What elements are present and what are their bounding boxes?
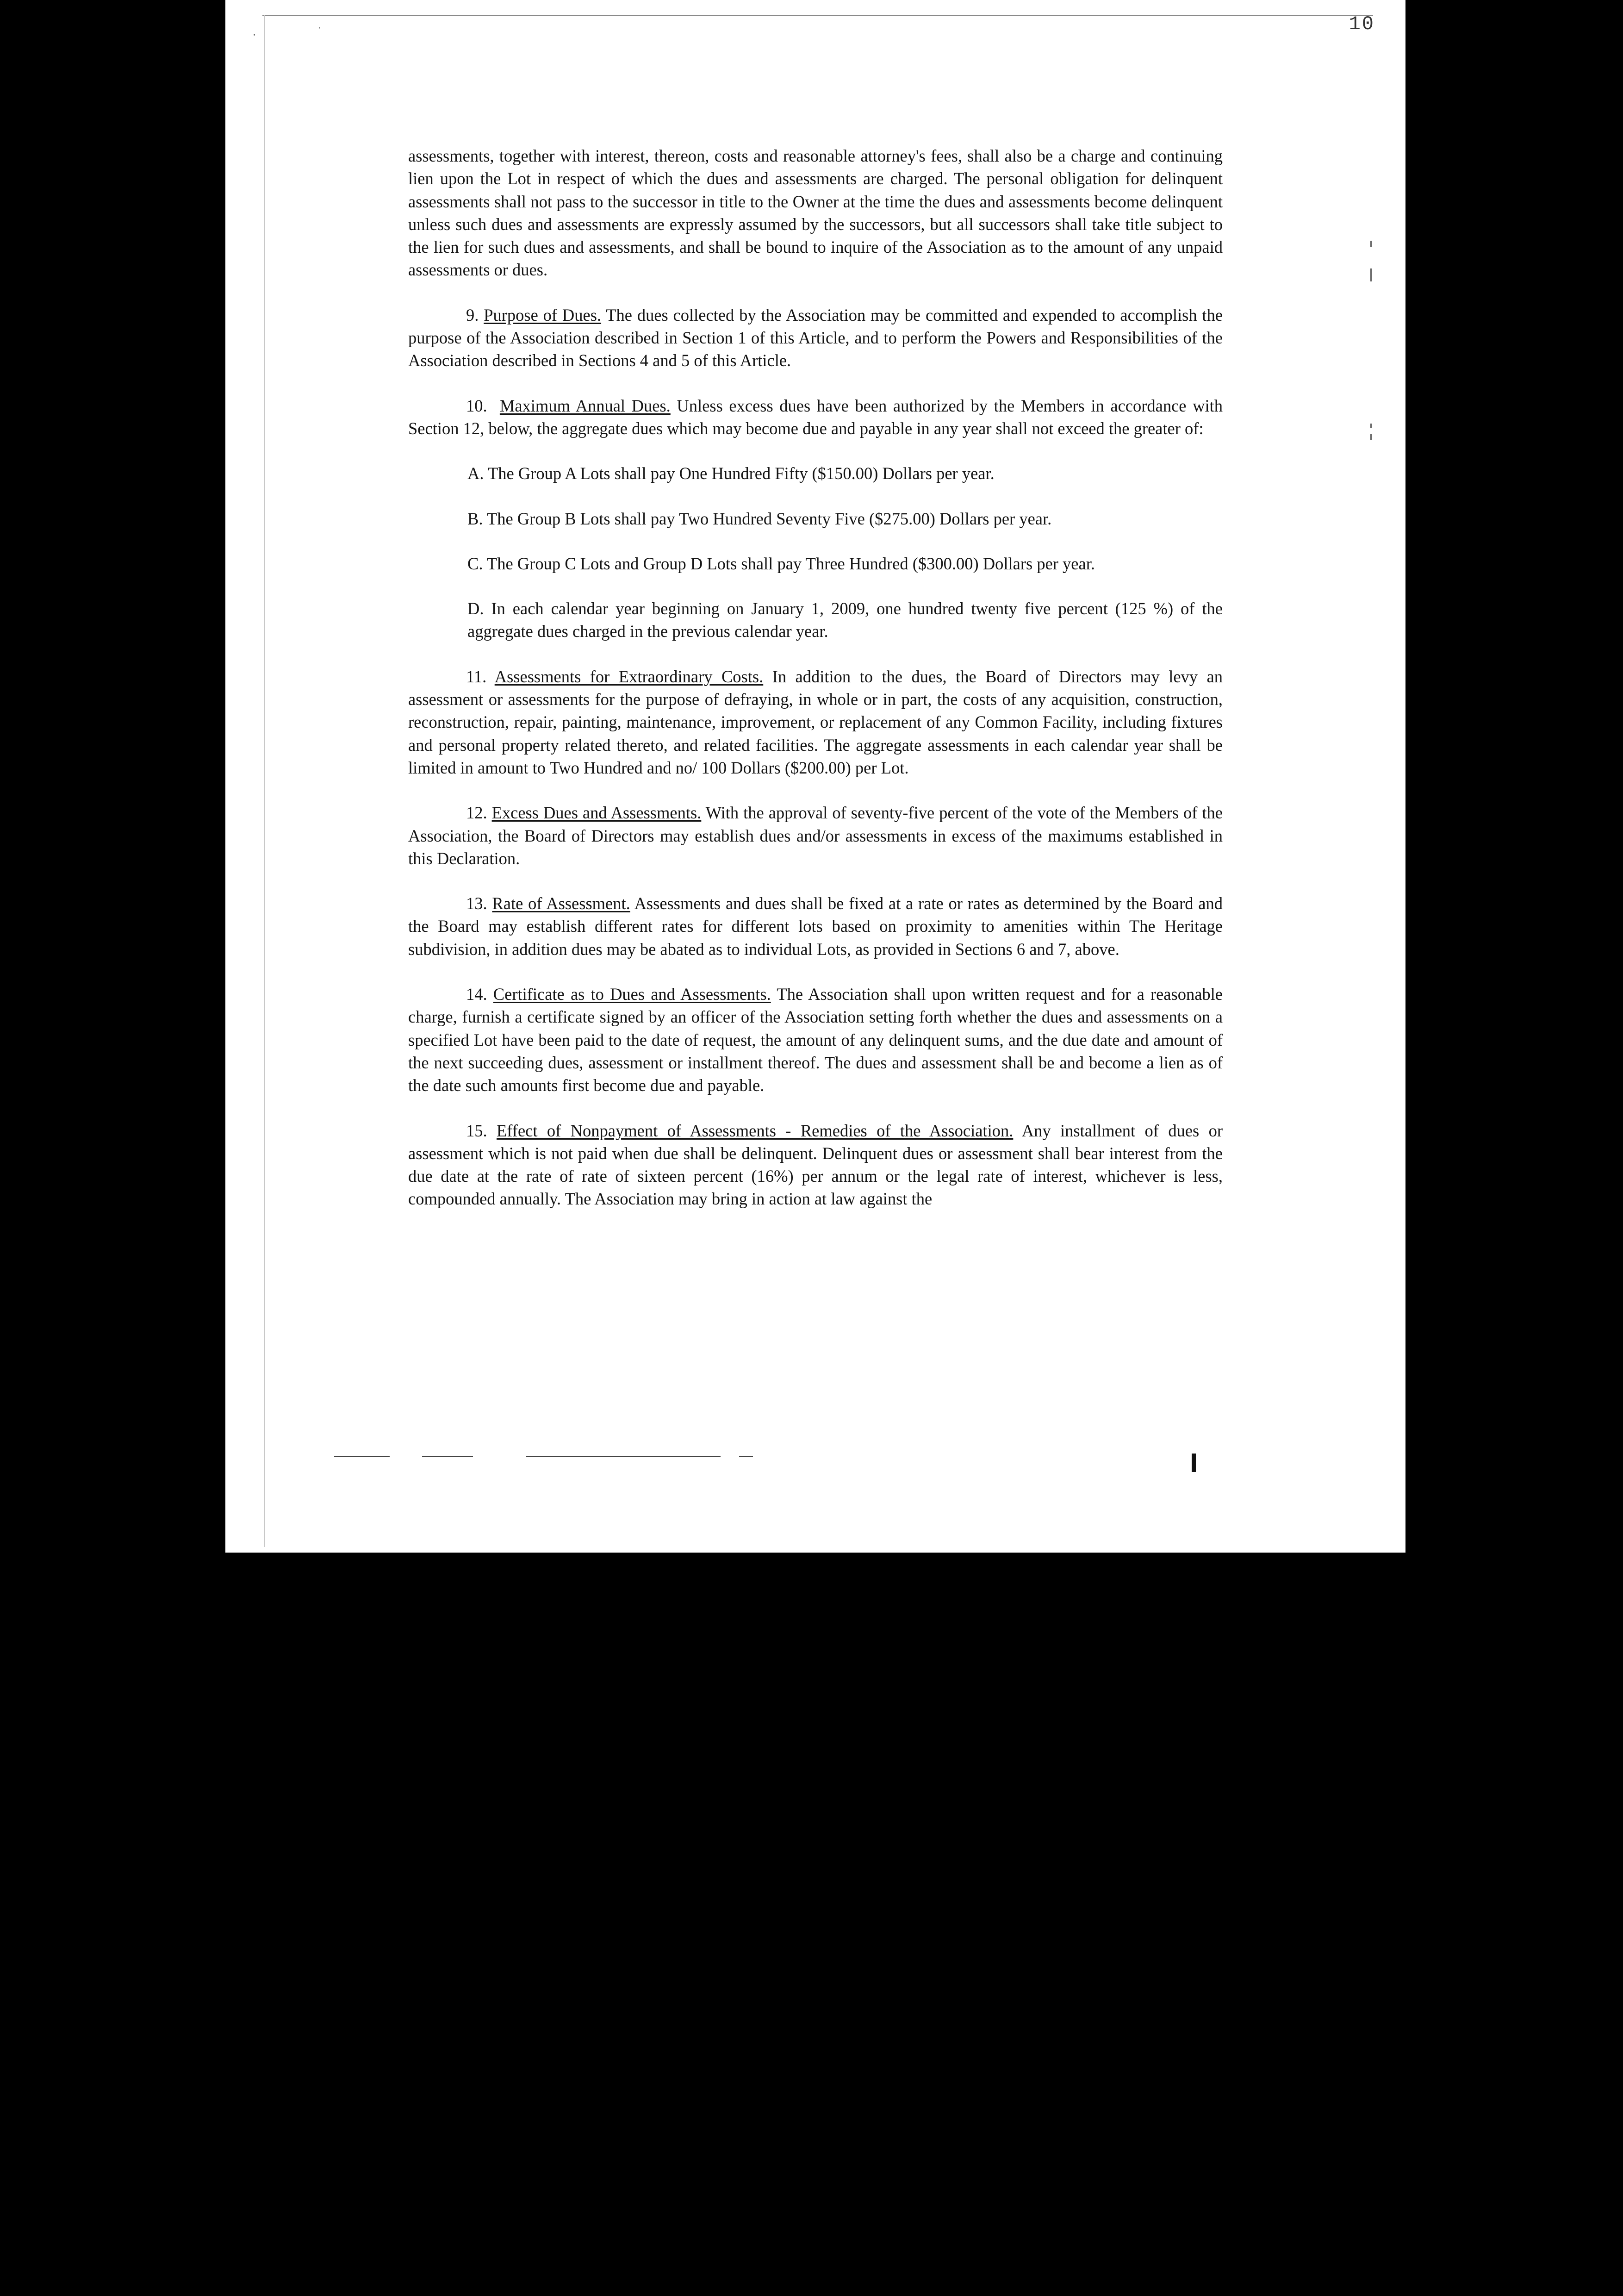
section-text: The Association shall upon written request and for a reasonable charge, furnish a certificate signed by an officer of the Association setting forth whether the dues and assessments on a specified Lot have been paid to the date of request, the amount of any delinquent sums, and the due date and amount of the next succeeding dues, assessment or installment thereof. The dues and assessment shall be and become a lien as of the date such amounts first become due and payable. [408,985,1223,1095]
document-body [408,144,1223,1233]
list-item: D. In each calendar year beginning on January 1, 2009, one hundred twenty five percent (125 %) of the aggregate dues charged in the previous calendar year. [467,599,1223,641]
section-heading: Rate of Assessment. [492,894,630,913]
section-number: 14. [466,985,487,1004]
section-number: 9. [466,305,479,324]
section-text: Any installment of dues or assessment which is not paid when due shall be delinquent. Delinquent dues or assessment shall bear interest from the due date at the rate of rate of sixteen percent (16%) per annum or the legal rate of interest, whichever is less, compounded annually. The Association may bring in action at law against the [408,1121,1223,1209]
section-heading: Effect of Nonpayment of Assessments - Remedies of the Association. [497,1121,1014,1140]
section-text: Assessments and dues shall be fixed at a rate or rates as determined by the Board and the Board may establish different rates for different lots based on proximity to amenities within The Heritage subdivision, in addition dues may be abated as to individual Lots, as provided in Sections 6 and 7, above. [408,894,1223,959]
section-heading: Certificate as to Dues and Assessments. [493,985,771,1004]
section-heading: Excess Dues and Assessments. [491,803,702,823]
section-text: With the approval of seventy-five percent of the vote of the Members of the Association, the Board of Directors may establish dues and/or assessments in excess of the maximums established in this Declaration. [408,803,1223,868]
scan-speck [1370,434,1372,440]
scan-speck [1370,241,1372,247]
section-15 [408,1119,1223,1210]
list-item: C. The Group C Lots and Group D Lots shall pay Three Hundred ($300.00) Dollars per year. [467,554,1095,573]
scan-top-border [262,15,1373,16]
section-heading: Assessments for Extraordinary Costs. [494,667,764,686]
scan-footer-mark [1192,1454,1196,1472]
scan-speck: , [253,27,255,37]
scan-footer-line [334,1456,390,1457]
document-page [225,0,1405,1553]
section-number: 10. [466,396,487,415]
section-heading: Maximum Annual Dues. [499,396,671,415]
scan-footer-line [422,1456,473,1457]
section-13 [408,892,1223,961]
section-number: 11. [466,667,487,686]
scan-speck [1370,424,1372,428]
section-10 [408,394,1223,440]
scan-left-border [264,15,265,1547]
section-heading: Purpose of Dues. [484,305,602,324]
section-text: In addition to the dues, the Board of Directors may levy an assessment or assessments for the purpose of defraying, in whole or in part, the costs of any acquisition, construction, reconstruction, repair, painting, maintenance, improvement, or replacement of any Common Facility, including fixtures and personal property related thereto, and related facilities. The aggregate assessments in each calendar year shall be limited in amount to Two Hundred and no/ 100 Dollars ($200.00) per Lot. [408,667,1223,777]
paragraph-continuation [408,144,1223,281]
section-14 [408,983,1223,1097]
section-11 [408,665,1223,779]
scan-speck [1370,268,1372,281]
section-9 [408,304,1223,372]
list-item: A. The Group A Lots shall pay One Hundred Fifty ($150.00) Dollars per year. [467,464,995,483]
page-number: 10 [1349,13,1375,35]
list-item: B. The Group B Lots shall pay Two Hundred Seventy Five ($275.00) Dollars per year. [467,509,1052,528]
section-number: 12. [466,803,487,823]
scan-speck: · [318,23,321,33]
section-number: 15. [466,1121,487,1140]
section-text: The dues collected by the Association may be committed and expended to accomplish the purpose of the Association described in Section 1 of this Article, and to perform the Powers and Responsibilities of the Association described in Sections 4 and 5 of this Article. [408,305,1223,370]
scan-footer-line [739,1456,753,1457]
section-text: Unless excess dues have been authorized by the Members in accordance with Section 12, below, the aggregate dues which may become due and payable in any year shall not exceed the greater of: [408,396,1223,438]
section-12 [408,801,1223,870]
scan-footer-line [526,1456,721,1457]
section-number: 13. [466,894,487,913]
paragraph-text: assessments, together with interest, thereon, costs and reasonable attorney's fees, shall also be a charge and continuing lien upon the Lot in respect of which the dues and assessments are charged. The personal obligation for delinquent assessments shall not pass to the successor in title to the Owner at the time the dues and assessments become delinquent unless such dues and assessments are expressly assumed by the successors, but all successors shall take title subject to the lien for such dues and assessments, and shall be bound to inquire of the Association as to the amount of any unpaid assessments or dues. [408,146,1223,280]
